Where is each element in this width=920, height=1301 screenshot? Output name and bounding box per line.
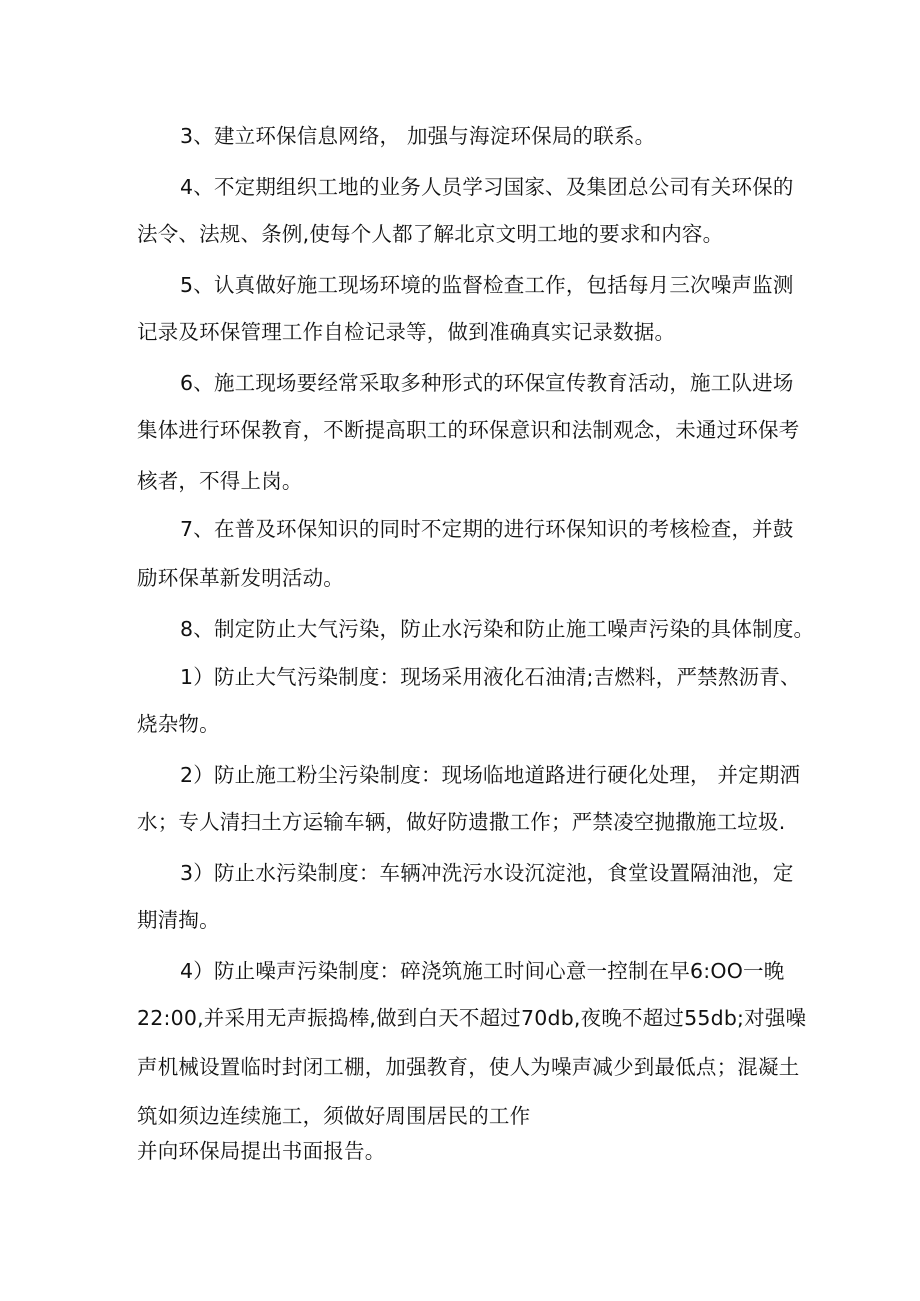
paragraph-8-line-1: 8、制定防止大气污染，防止水污染和防止施工噪声污染的具体制度。 — [180, 617, 815, 641]
item-2-line-2: 水；专人清扫土方运输车辆，做好防遗撒工作；严禁凌空抛撒施工垃圾. — [137, 810, 786, 834]
item-4-line-3: 声机械设置临时封闭工棚，加强教育，使人为噪声减少到最低点；混凝土 — [137, 1055, 800, 1079]
paragraph-6-line-1: 6、施工现场要经常采取多种形式的环保宣传教育活动，施工队进场 — [180, 371, 794, 395]
item-3-line-1: 3）防止水污染制度：车辆冲洗污水设沉淀池，食堂设置隔油池，定 — [180, 861, 794, 885]
item-4-line-4: 筑如须边连续施工，须做好周围居民的工作 — [137, 1104, 531, 1128]
item-4-line-1: 4）防止噪声污染制度：碎浇筑施工时间心意一控制在早6:OO一晚 — [180, 959, 785, 983]
item-4-line-2: 22:00,并采用无声振捣棒,做到白天不超过70db,夜晚不超过55db;对强噪 — [137, 1006, 807, 1030]
item-1-line-1: 1）防止大气污染制度：现场采用液化石油清;吉燃料，严禁熬沥青、 — [180, 665, 801, 689]
paragraph-6-line-2: 集体进行环保教育，不断提高职工的环保意识和法制观念，未通过环保考 — [137, 418, 800, 442]
paragraph-7-line-2: 励环保革新发明活动。 — [137, 566, 344, 590]
item-1-line-2: 烧杂物。 — [137, 712, 220, 736]
paragraph-6-line-3: 核者，不得上岗。 — [137, 469, 303, 493]
paragraph-7-line-1: 7、在普及环保知识的同时不定期的进行环保知识的考核检查，并鼓 — [180, 517, 794, 541]
paragraph-5-line-2: 记录及环保管理工作自检记录等，做到准确真实记录数据。 — [137, 320, 676, 344]
item-3-line-2: 期清掏。 — [137, 908, 220, 932]
paragraph-5-line-1: 5、认真做好施工现场环境的监督检查工作，包括每月三次噪声监测 — [180, 273, 794, 297]
item-4-line-5: 并向环保局提出书面报告。 — [137, 1139, 386, 1163]
paragraph-4-line-2: 法令、法规、条例,使每个人都了解北京文明工地的要求和内容。 — [137, 222, 724, 246]
item-2-line-1: 2）防止施工粉尘污染制度：现场临地道路进行硬化处理， 并定期洒 — [180, 763, 801, 787]
paragraph-4-line-1: 4、不定期组织工地的业务人员学习国家、及集团总公司有关环保的 — [180, 175, 794, 199]
paragraph-3-line-1: 3、建立环保信息网络， 加强与海淀环保局的联系。 — [180, 124, 656, 148]
